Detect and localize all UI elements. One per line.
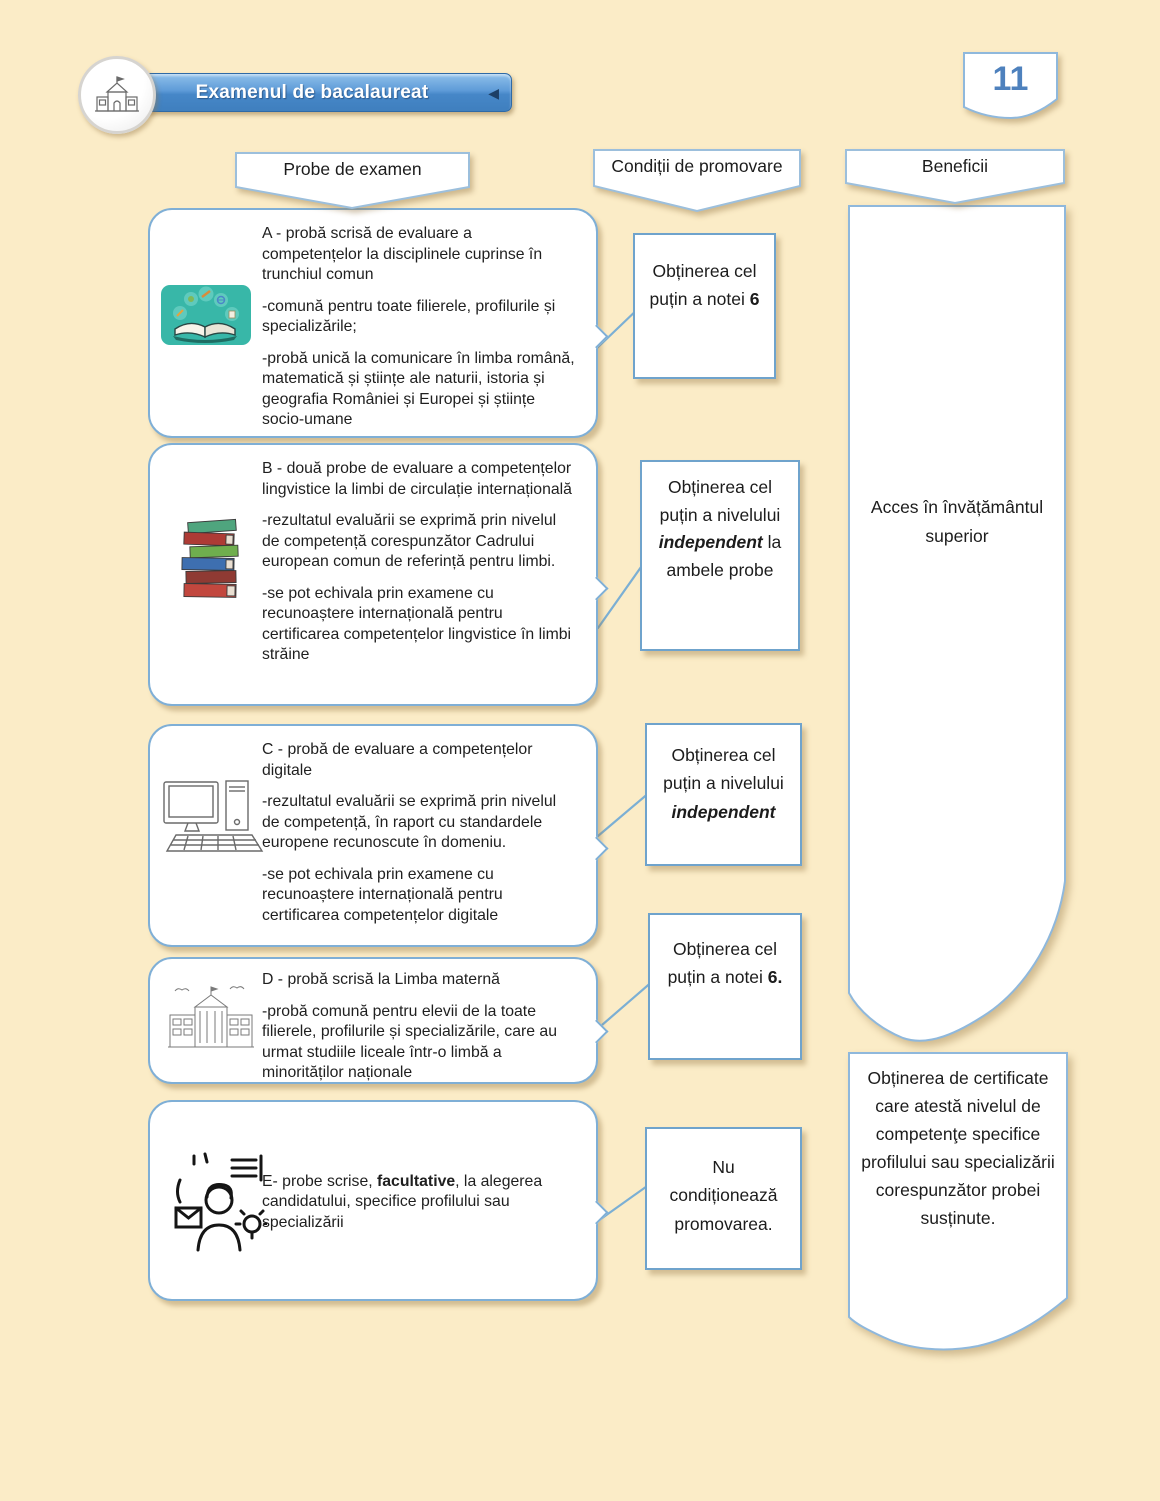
probe-box-d: [148, 957, 598, 1084]
column-header-beneficii: [845, 149, 1065, 205]
left-triangle-icon[interactable]: ◀: [488, 84, 499, 101]
callout-tail: [584, 836, 608, 860]
column-header-conditii-label: Condiții de promovare: [611, 156, 783, 176]
page-number: 11: [992, 60, 1029, 98]
person-skills-icon: [172, 1152, 267, 1264]
school-building-icon: [94, 75, 140, 115]
probe-a-text: [262, 224, 576, 431]
callout-tail: [584, 576, 608, 600]
probe-b-paragraph: -rezultatul evaluării se exprimă prin nivelul de competență corespunzător Cadrului european comun de referință pentru limbi.: [262, 512, 557, 571]
column-header-beneficii-label: Beneficii: [921, 156, 989, 176]
probe-box-b: [148, 443, 598, 706]
condition-box-b: [640, 460, 800, 651]
probe-a-paragraph: A - probă scrisă de evaluare a competențelor la disciplinele cuprinse în trunchiul comun: [262, 225, 543, 284]
school-logo-badge: [78, 56, 156, 134]
probe-d-text: [262, 970, 576, 1084]
column-header-probe-label: Probe de examen: [283, 159, 422, 179]
benefit-certificates-text: Obținerea de certificate care atestă nivelul de competenţe specifice profilului sau specializării corespunzător probei susținute.: [861, 1068, 1055, 1228]
condition-text: Obținerea cel puțin a nivelului: [663, 745, 784, 794]
probe-e-paragraph: E- probe scrise, facultative, la alegerea candidatului, specifice profilului sau specializării: [262, 1172, 543, 1231]
page-number-box: [963, 52, 1058, 124]
benefit-access-text: Acces în învățământul superior: [870, 497, 1044, 547]
probe-box-c: [148, 724, 598, 947]
benefit-box-certificates: [848, 1052, 1068, 1354]
condition-grade: 6: [749, 289, 760, 310]
condition-grade: 6.: [767, 967, 783, 988]
connector-c: [598, 792, 650, 836]
probe-d-paragraph: D - probă scrisă la Limba maternă: [262, 971, 500, 988]
condition-level: independent: [658, 532, 763, 553]
condition-text: Obținerea cel puțin a notei: [667, 939, 778, 988]
condition-text: Obținerea cel puțin a notei: [649, 261, 757, 310]
probe-e-text: [262, 1172, 576, 1234]
callout-tail: [584, 324, 608, 348]
probe-c-paragraph: -rezultatul evaluării se exprimă prin nivelul de competență, în raport cu standardele europene recunoscute în domeniu.: [262, 793, 557, 852]
probe-c-paragraph: C - probă de evaluare a competențelor digitale: [262, 741, 533, 779]
connector-e: [598, 1184, 650, 1221]
callout-tail: [584, 1019, 608, 1043]
desktop-computer-icon: [158, 778, 268, 865]
probe-e-bold: facultative: [377, 1172, 456, 1190]
page-title: Examenul de bacalaureat: [195, 81, 429, 103]
condition-text: la ambele probe: [666, 532, 782, 580]
probe-a-paragraph: -probă unică la comunicare în limba română, matematică și științe ale naturii, istoria și geografia României și Europei și științe socio-umane: [262, 349, 575, 429]
condition-text: Obținerea cel puțin a nivelului: [659, 477, 781, 525]
condition-box-d: [648, 913, 802, 1060]
open-book-subjects-icon: [160, 284, 252, 353]
probe-b-paragraph: -se pot echivala prin examene cu recunoaștere internațională pentru certificarea competențelor lingvistice în limbi străine: [262, 584, 572, 664]
condition-text: Nu condiționează promovarea.: [669, 1157, 778, 1234]
condition-box-a: [633, 233, 776, 379]
probe-c-text: [262, 740, 576, 926]
probe-box-e: [148, 1100, 598, 1301]
callout-tail: [584, 1201, 608, 1225]
connector-d: [602, 980, 654, 1025]
condition-box-e: [645, 1127, 802, 1270]
probe-b-paragraph: B - două probe de evaluare a competențelor lingvistice la limbi de circulație internațională: [262, 460, 572, 498]
probe-b-text: [262, 459, 576, 666]
school-facade-icon: [166, 983, 256, 1068]
column-header-probe: [235, 152, 470, 210]
probe-box-a: [148, 208, 598, 438]
book-stack-icon: [176, 517, 246, 619]
probe-c-paragraph: -se pot echivala prin examene cu recunoaștere internațională pentru certificarea competențelor digitale: [262, 865, 503, 924]
title-banner: [112, 73, 512, 112]
connector-b: [598, 560, 646, 628]
probe-a-paragraph: -comună pentru toate filierele, profilurile și specializările;: [262, 297, 556, 336]
probe-d-paragraph: -probă comună pentru elevii de la toate filierele, profilurile și specializările, care au urmat studiile liceale într-o limbă a minorităților naționale: [262, 1002, 557, 1082]
condition-level: independent: [671, 801, 776, 822]
column-header-conditii: [593, 149, 801, 213]
benefit-box-access: [848, 205, 1066, 1050]
condition-box-c: [645, 723, 802, 866]
